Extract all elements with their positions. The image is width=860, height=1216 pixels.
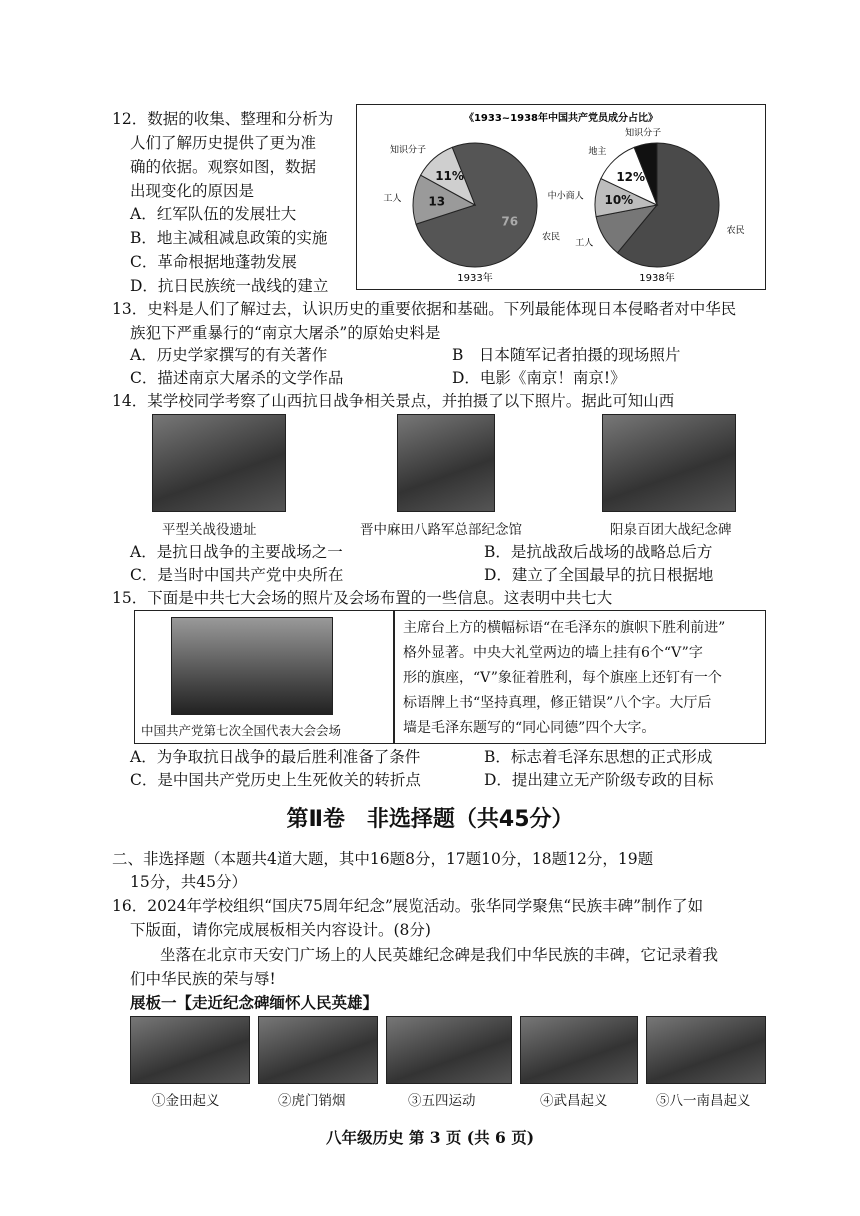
slice-value-label: 10%: [604, 193, 634, 208]
photo-pingxingguan: [152, 414, 286, 512]
q14-option-c: C．是当时中国共产党中央所在: [130, 566, 344, 584]
q12-stem-line: 12．数据的收集、整理和分析为: [112, 110, 334, 128]
slice-name-label: 农民: [726, 226, 745, 237]
q15-option-c: C．是中国共产党历史上生死攸关的转折点: [130, 771, 421, 789]
q15-option-a: A．为争取抗日战争的最后胜利准备了条件: [130, 748, 421, 766]
part2-line: 15分，共45分）: [130, 873, 247, 891]
q13-option-a: A．历史学家撰写的有关著作: [130, 346, 328, 364]
q15-option-d: D．提出建立无产阶级专政的目标: [484, 771, 714, 789]
slice-value-label: 11%: [435, 169, 464, 184]
photo-caption: 晋中麻田八路军总部纪念馆: [360, 522, 522, 538]
q13-stem-line: 13．史料是人们了解过去，认识历史的重要依据和基础。下列最能体现日本侵略者对中华民: [112, 300, 737, 318]
q12-option-b: B．地主减租减息政策的实施: [130, 229, 328, 247]
q14-option-b: B．是抗战敌后战场的战略总后方: [484, 543, 713, 561]
photo-caption: 平型关战役遗址: [162, 522, 257, 538]
relief-nanchang: [646, 1016, 766, 1084]
photo-caption: 阳泉百团大战纪念碑: [610, 522, 732, 538]
pie-year-label: 1938年: [639, 273, 675, 284]
q13-option-b: B 日本随军记者拍摄的现场照片: [452, 346, 681, 364]
q12-option-c: C．革命根据地蓬勃发展: [130, 253, 297, 271]
pie-chart-box: [356, 104, 766, 290]
photo-congress-hall: [171, 617, 333, 715]
q12-option-a: A．红军队伍的发展壮大: [130, 205, 297, 223]
relief-caption: ④武昌起义: [540, 1093, 608, 1109]
q12-stem-line: 出现变化的原因是: [130, 182, 255, 200]
q16-stem-line: 下版面，请你完成展板相关内容设计。(8分): [130, 921, 431, 939]
pie-charts: [357, 105, 765, 289]
q16-stem-line: 16．2024年学校组织“国庆75周年纪念”展览活动。张华同学聚焦“民族丰碑”制作了如: [112, 897, 704, 915]
relief-wusi: [386, 1016, 512, 1084]
box-text-line: 标语牌上书“坚持真理，修正错误”八个字。大厅后: [403, 695, 712, 711]
box-text-line: 形的旗座，“V”象征着胜利，每个旗座上还钉有一个: [403, 670, 722, 686]
relief-caption: ②虎门销烟: [278, 1093, 346, 1109]
q16-intro-line: 们中华民族的荣与辱!: [130, 970, 276, 988]
box-text-line: 主席台上方的横幅标语“在毛泽东的旗帜下胜利前进”: [403, 620, 726, 636]
relief-caption: ③五四运动: [408, 1093, 476, 1109]
divider: [393, 611, 395, 743]
slice-value-label: 12%: [616, 169, 646, 184]
q13-option-d: D．电影《南京！南京!》: [452, 369, 626, 387]
relief-jintian: [130, 1016, 250, 1084]
relief-humen: [258, 1016, 378, 1084]
slice-name-label: 工人: [575, 238, 594, 249]
q15-stem: 15．下面是中共七大会场的照片及会场布置的一些信息。这表明中共七大: [112, 589, 613, 607]
slice-name-label: 工人: [383, 194, 402, 205]
photo-caption: 中国共产党第七次全国代表大会会场: [141, 723, 342, 738]
part2-line: 二、非选择题（本题共4道大题，其中16题8分，17题10分，18题12分，19题: [112, 850, 654, 868]
q13-stem-line: 族犯下严重暴行的“南京大屠杀”的原始史料是: [130, 324, 441, 342]
q15-info-box: [134, 610, 766, 744]
pie-year-label: 1933年: [457, 273, 493, 284]
slice-value-label: 76: [501, 214, 519, 229]
q14-option-d: D．建立了全国最早的抗日根据地: [484, 566, 714, 584]
q12-stem-line: 确的依据。观察如图，数据: [130, 158, 317, 176]
relief-caption: ①金田起义: [152, 1093, 220, 1109]
chart-title: 《1933~1938年中国共产党员成分占比》: [463, 113, 659, 124]
q14-option-a: A．是抗日战争的主要战场之一: [130, 543, 343, 561]
board-title: 展板一【走近纪念碑缅怀人民英雄】: [130, 993, 379, 1012]
slice-name-label: 中小商人: [547, 191, 584, 202]
box-text-line: 墙是毛泽东题写的“同心同德”四个大字。: [403, 720, 656, 736]
slice-name-label: 农民: [541, 232, 560, 243]
relief-caption: ⑤八一南昌起义: [656, 1093, 751, 1109]
slice-name-label: 知识分子: [625, 128, 662, 139]
section-title: 第Ⅱ卷 非选择题（共45分）: [286, 807, 574, 832]
slice-name-label: 知识分子: [390, 145, 427, 156]
photo-yangquan: [602, 414, 736, 512]
photo-matian: [397, 414, 495, 512]
q13-option-c: C．描述南京大屠杀的文学作品: [130, 369, 344, 387]
slice-name-label: 地主: [588, 147, 607, 158]
q15-option-b: B．标志着毛泽东思想的正式形成: [484, 748, 713, 766]
relief-wuchang: [520, 1016, 638, 1084]
q12-option-d: D．抗日民族统一战线的建立: [130, 277, 329, 295]
q14-stem: 14．某学校同学考察了山西抗日战争相关景点，并拍摄了以下照片。据此可知山西: [112, 392, 675, 410]
q16-intro-line: 坐落在北京市天安门广场上的人民英雄纪念碑是我们中华民族的丰碑，它记录着我: [160, 946, 719, 964]
box-text-line: 格外显著。中央大礼堂两边的墙上挂有6个“V”字: [403, 645, 703, 661]
page-footer: 八年级历史 第 3 页 (共 6 页): [325, 1128, 535, 1147]
q12-stem-line: 人们了解历史提供了更为准: [130, 134, 317, 152]
slice-value-label: 13: [428, 194, 446, 209]
